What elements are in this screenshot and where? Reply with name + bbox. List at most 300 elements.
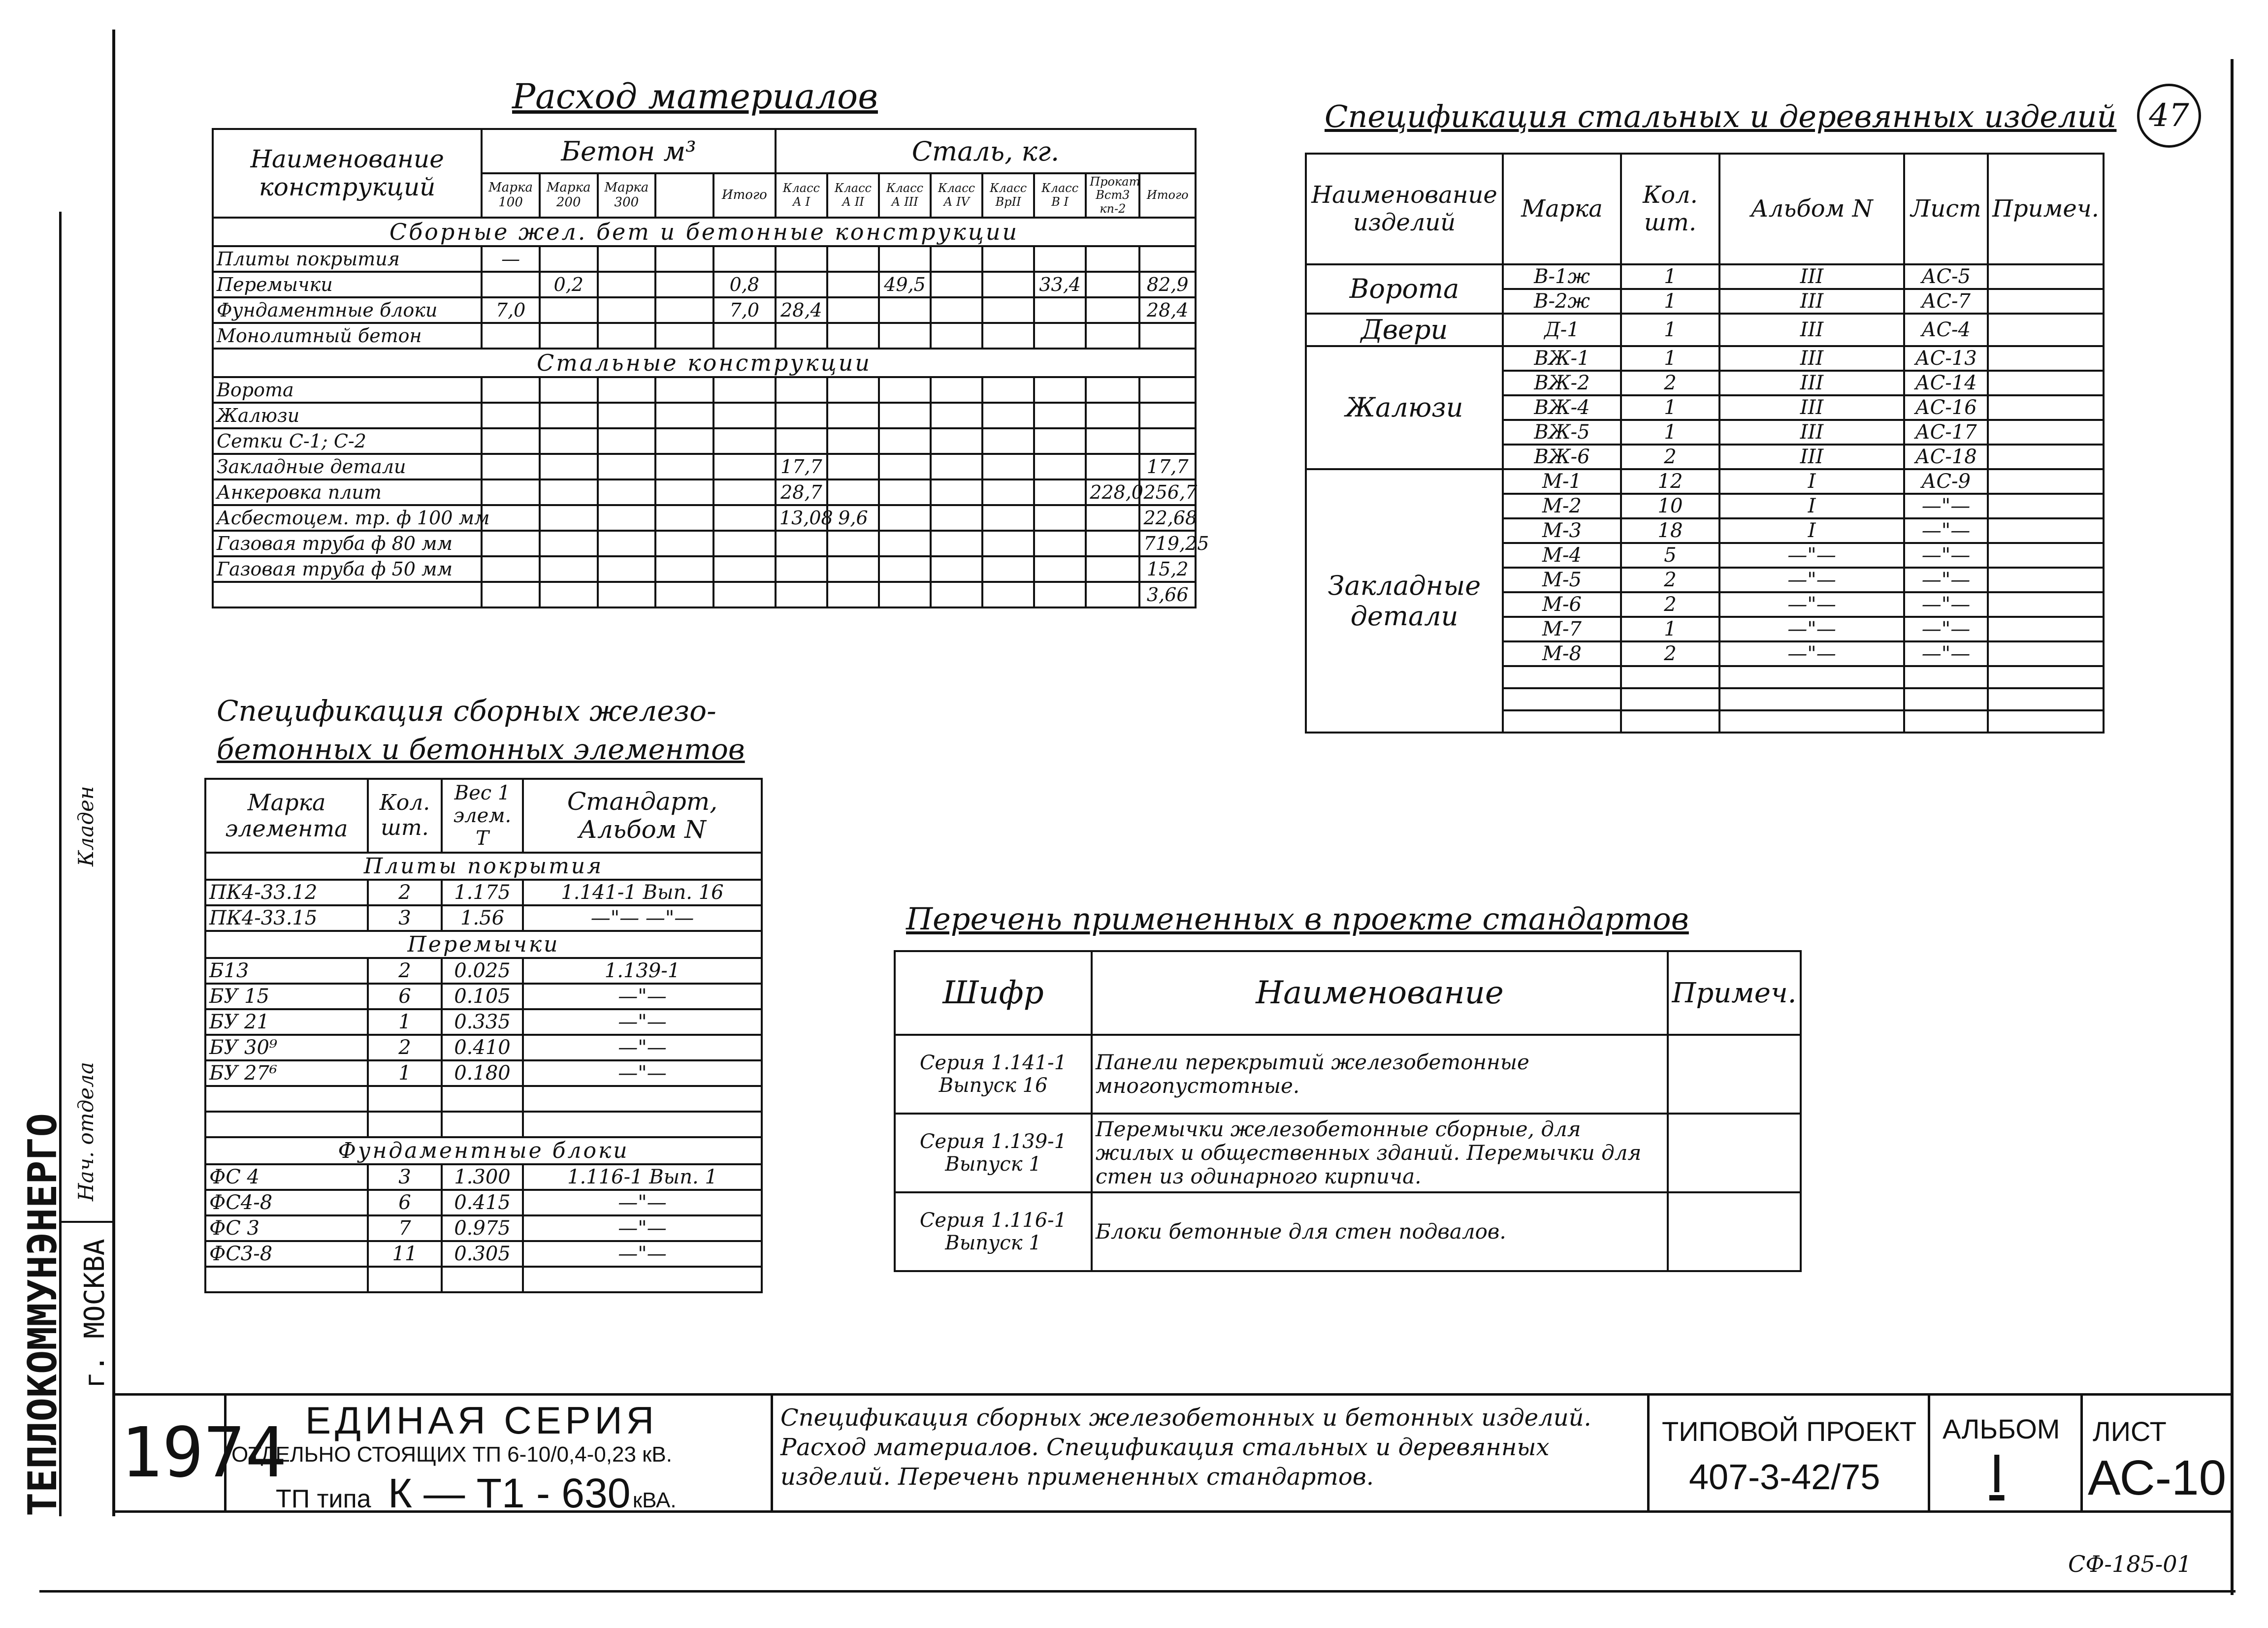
steelwood-header-row bbox=[1306, 154, 2104, 264]
materials-header-steel: Сталь, кг. bbox=[776, 129, 1196, 173]
steelwood-album: III bbox=[1719, 420, 1904, 445]
table-row bbox=[895, 1114, 1801, 1192]
table-cell bbox=[482, 582, 540, 607]
materials-sub-steel: Прокат Вст3 кп-2 bbox=[1086, 173, 1139, 218]
precast-std bbox=[523, 1086, 762, 1112]
precast-section: Плиты покрытия bbox=[205, 853, 762, 880]
precast-mark bbox=[205, 1086, 368, 1112]
precast-weight: 1.175 bbox=[442, 880, 523, 905]
standards-table bbox=[894, 950, 1802, 1272]
steelwood-album: III bbox=[1719, 264, 1904, 289]
precast-weight: 0.105 bbox=[442, 984, 523, 1009]
precast-mark: ПК4-33.15 bbox=[205, 905, 368, 931]
steelwood-header-mark: Марка bbox=[1503, 154, 1621, 264]
table-row bbox=[213, 297, 1196, 323]
table-row bbox=[205, 880, 762, 905]
table-cell bbox=[982, 428, 1034, 454]
standards-code-issue: Выпуск 1 bbox=[945, 1153, 1041, 1176]
steelwood-mark: М-8 bbox=[1503, 641, 1621, 666]
steelwood-note bbox=[1988, 420, 2104, 445]
table-row bbox=[1306, 469, 2104, 494]
materials-row-name: Газовая труба ф 80 мм bbox=[213, 531, 482, 556]
table-cell bbox=[982, 377, 1034, 403]
precast-qty: 6 bbox=[368, 1190, 442, 1215]
tb-project-num: 407-3-42/75 bbox=[1689, 1458, 1880, 1497]
table-cell bbox=[931, 323, 982, 349]
steelwood-mark: ВЖ-6 bbox=[1503, 445, 1621, 469]
steelwood-group-name: Закладные детали bbox=[1306, 469, 1503, 733]
table-cell: 15,2 bbox=[1139, 556, 1196, 582]
table-cell bbox=[655, 428, 713, 454]
steelwood-sheet: АС-5 bbox=[1904, 264, 1988, 289]
table-cell bbox=[931, 479, 982, 505]
table-cell bbox=[931, 428, 982, 454]
table-cell bbox=[598, 403, 656, 428]
steelwood-note bbox=[1988, 617, 2104, 641]
table-cell bbox=[598, 454, 656, 479]
precast-mark: ФС 3 bbox=[205, 1215, 368, 1241]
precast-qty: 7 bbox=[368, 1215, 442, 1241]
materials-section-precast: Сборные жел. бет и бетонные конструкции bbox=[213, 218, 1196, 246]
table-cell: 719,25 bbox=[1139, 531, 1196, 556]
materials-row-name bbox=[213, 582, 482, 607]
precast-weight: 1.56 bbox=[442, 905, 523, 931]
table-cell bbox=[776, 531, 827, 556]
materials-row-name: Фундаментные блоки bbox=[213, 297, 482, 323]
steelwood-album: III bbox=[1719, 289, 1904, 314]
materials-sub-concrete: Марка 100 bbox=[482, 173, 540, 218]
table-row bbox=[213, 556, 1196, 582]
table-cell bbox=[482, 403, 540, 428]
precast-std: —"— bbox=[523, 1060, 762, 1086]
materials-sub-steel: Класс А I bbox=[776, 173, 827, 218]
precast-std: 1.139-1 bbox=[523, 958, 762, 984]
steelwood-mark: В-1ж bbox=[1503, 264, 1621, 289]
precast-std: —"— bbox=[523, 1241, 762, 1267]
table-cell bbox=[713, 377, 776, 403]
table-row bbox=[213, 403, 1196, 428]
precast-weight: 0.410 bbox=[442, 1035, 523, 1060]
table-cell bbox=[776, 428, 827, 454]
table-cell bbox=[827, 272, 879, 297]
table-cell bbox=[598, 377, 656, 403]
table-cell bbox=[1139, 323, 1196, 349]
precast-mark: БУ 15 bbox=[205, 984, 368, 1009]
table-cell bbox=[982, 454, 1034, 479]
table-row bbox=[205, 1164, 762, 1190]
steelwood-qty: 2 bbox=[1621, 641, 1719, 666]
steelwood-header-album: Альбом N bbox=[1719, 154, 1904, 264]
frame-bottom-border bbox=[39, 1590, 2236, 1593]
steelwood-qty: 2 bbox=[1621, 371, 1719, 395]
table-cell bbox=[482, 505, 540, 531]
tb-div2 bbox=[771, 1393, 773, 1511]
table-cell bbox=[931, 377, 982, 403]
standards-name: Панели перекрытий железобетонные многопустотные. bbox=[1092, 1035, 1668, 1114]
steelwood-sheet: АС-18 bbox=[1904, 445, 1988, 469]
table-cell bbox=[879, 531, 931, 556]
table-cell bbox=[1086, 377, 1139, 403]
materials-sub-concrete bbox=[655, 173, 713, 218]
table-cell: 3,66 bbox=[1139, 582, 1196, 607]
steelwood-note bbox=[1988, 592, 2104, 617]
steelwood-album: III bbox=[1719, 346, 1904, 371]
table-cell bbox=[1034, 505, 1086, 531]
table-cell bbox=[713, 556, 776, 582]
materials-row-name: Перемычки bbox=[213, 272, 482, 297]
steelwood-header-note: Примеч. bbox=[1988, 154, 2104, 264]
table-row bbox=[205, 1035, 762, 1060]
table-row bbox=[895, 1035, 1801, 1114]
materials-row-name: Монолитный бетон bbox=[213, 323, 482, 349]
standards-header-note: Примеч. bbox=[1668, 951, 1801, 1035]
steelwood-qty: 10 bbox=[1621, 494, 1719, 518]
steelwood-qty bbox=[1621, 666, 1719, 688]
table-cell bbox=[655, 454, 713, 479]
table-cell bbox=[879, 297, 931, 323]
table-row bbox=[1306, 346, 2104, 371]
table-cell bbox=[827, 582, 879, 607]
table-cell bbox=[879, 556, 931, 582]
standards-header-code: Шифр bbox=[895, 951, 1092, 1035]
table-cell bbox=[482, 428, 540, 454]
precast-weight bbox=[442, 1267, 523, 1292]
precast-std: —"— bbox=[523, 984, 762, 1009]
steelwood-sheet: —"— bbox=[1904, 518, 1988, 543]
precast-qty: 2 bbox=[368, 880, 442, 905]
table-cell bbox=[540, 556, 598, 582]
table-cell bbox=[1034, 428, 1086, 454]
table-cell bbox=[713, 323, 776, 349]
table-row bbox=[205, 1267, 762, 1292]
standards-note bbox=[1668, 1192, 1801, 1271]
table-cell bbox=[879, 428, 931, 454]
precast-std: 1.141-1 Вып. 16 bbox=[523, 880, 762, 905]
table-cell bbox=[879, 479, 931, 505]
table-cell bbox=[655, 323, 713, 349]
table-row bbox=[895, 1192, 1801, 1271]
precast-weight: 0.305 bbox=[442, 1241, 523, 1267]
steelwood-sheet: АС-7 bbox=[1904, 289, 1988, 314]
precast-qty bbox=[368, 1086, 442, 1112]
table-cell bbox=[1086, 403, 1139, 428]
precast-qty bbox=[368, 1112, 442, 1137]
table-cell bbox=[713, 246, 776, 272]
table-cell bbox=[931, 556, 982, 582]
precast-weight bbox=[442, 1112, 523, 1137]
table-cell bbox=[655, 531, 713, 556]
standards-note bbox=[1668, 1114, 1801, 1192]
drawing-code: СФ-185-01 bbox=[2068, 1551, 2192, 1577]
tb-description: Спецификация сборных железобетонных и бетонных изделий. Расход материалов. Спецификация стальных и деревянных изделий. Перечень примененных стандартов. bbox=[780, 1404, 1591, 1491]
steelwood-mark: ВЖ-1 bbox=[1503, 346, 1621, 371]
steelwood-album: I bbox=[1719, 494, 1904, 518]
tb-div4 bbox=[1928, 1393, 1930, 1511]
table-cell bbox=[482, 272, 540, 297]
table-cell bbox=[482, 323, 540, 349]
table-cell bbox=[540, 323, 598, 349]
table-cell bbox=[879, 454, 931, 479]
steelwood-note bbox=[1988, 518, 2104, 543]
table-cell bbox=[655, 479, 713, 505]
precast-section: Фундаментные блоки bbox=[205, 1137, 762, 1164]
steelwood-mark: В-2ж bbox=[1503, 289, 1621, 314]
table-cell bbox=[482, 377, 540, 403]
table-cell bbox=[1034, 246, 1086, 272]
steelwood-mark: М-1 bbox=[1503, 469, 1621, 494]
table-cell bbox=[713, 479, 776, 505]
steelwood-note bbox=[1988, 543, 2104, 568]
steelwood-sheet bbox=[1904, 688, 1988, 710]
steelwood-note bbox=[1988, 445, 2104, 469]
steelwood-qty: 1 bbox=[1621, 289, 1719, 314]
tb-div3 bbox=[1647, 1393, 1650, 1511]
precast-std: —"— bbox=[523, 1190, 762, 1215]
steelwood-qty: 1 bbox=[1621, 346, 1719, 371]
steelwood-qty: 5 bbox=[1621, 543, 1719, 568]
precast-section-row bbox=[205, 931, 762, 958]
table-cell bbox=[982, 297, 1034, 323]
standards-code bbox=[895, 1035, 1092, 1114]
table-cell: 49,5 bbox=[879, 272, 931, 297]
precast-qty bbox=[368, 1267, 442, 1292]
precast-weight: 1.300 bbox=[442, 1164, 523, 1190]
precast-std bbox=[523, 1112, 762, 1137]
table-cell bbox=[482, 531, 540, 556]
steelwood-mark: М-6 bbox=[1503, 592, 1621, 617]
precast-weight: 0.335 bbox=[442, 1009, 523, 1035]
table-cell bbox=[1034, 403, 1086, 428]
precast-title-line2: бетонных и бетонных элементов bbox=[217, 733, 745, 766]
steelwood-group-name: Двери bbox=[1306, 314, 1503, 346]
precast-std: —"— bbox=[523, 1215, 762, 1241]
table-cell: 228,0 bbox=[1086, 479, 1139, 505]
precast-mark bbox=[205, 1112, 368, 1137]
table-cell bbox=[598, 479, 656, 505]
tb-series-line1: ОТДЕЛЬНО СТОЯЩИХ ТП 6-10/0,4-0,23 кВ. bbox=[231, 1442, 672, 1467]
table-cell bbox=[540, 479, 598, 505]
materials-section-row bbox=[213, 218, 1196, 246]
materials-header-row bbox=[213, 129, 1196, 173]
precast-header-qty: Кол. шт. bbox=[368, 779, 442, 853]
table-cell bbox=[879, 246, 931, 272]
steelwood-mark: М-4 bbox=[1503, 543, 1621, 568]
steelwood-qty: 2 bbox=[1621, 568, 1719, 592]
steelwood-title: Спецификация стальных и деревянных изделий bbox=[1325, 98, 2117, 134]
standards-name: Перемычки железобетонные сборные, для жилых и общественных зданий. Перемычки для стен из одинарного кирпича. bbox=[1092, 1114, 1668, 1192]
materials-sub-steel: Итого bbox=[1139, 173, 1196, 218]
precast-table bbox=[204, 778, 763, 1293]
table-cell bbox=[1034, 377, 1086, 403]
table-cell bbox=[1086, 246, 1139, 272]
tb-sheet-label: ЛИСТ bbox=[2093, 1416, 2167, 1447]
precast-weight: 0.180 bbox=[442, 1060, 523, 1086]
table-cell bbox=[982, 556, 1034, 582]
steelwood-sheet: АС-16 bbox=[1904, 395, 1988, 420]
table-cell bbox=[1086, 556, 1139, 582]
table-cell bbox=[776, 582, 827, 607]
precast-qty: 3 bbox=[368, 1164, 442, 1190]
precast-section: Перемычки bbox=[205, 931, 762, 958]
steelwood-album bbox=[1719, 710, 1904, 733]
table-cell: 9,6 bbox=[827, 505, 879, 531]
precast-section-row bbox=[205, 1137, 762, 1164]
table-cell: 17,7 bbox=[776, 454, 827, 479]
table-row bbox=[205, 984, 762, 1009]
table-cell bbox=[598, 297, 656, 323]
table-cell bbox=[655, 505, 713, 531]
table-cell bbox=[713, 454, 776, 479]
materials-row-name: Сетки С-1; С-2 bbox=[213, 428, 482, 454]
table-cell bbox=[1034, 297, 1086, 323]
table-cell bbox=[482, 556, 540, 582]
table-row bbox=[205, 1190, 762, 1215]
steelwood-sheet: АС-9 bbox=[1904, 469, 1988, 494]
materials-section-steel: Стальные конструкции bbox=[213, 349, 1196, 377]
steelwood-album bbox=[1719, 688, 1904, 710]
table-cell bbox=[982, 582, 1034, 607]
standards-code-issue: Выпуск 16 bbox=[939, 1074, 1048, 1097]
table-cell bbox=[827, 428, 879, 454]
precast-mark bbox=[205, 1267, 368, 1292]
standards-code-series: Серия 1.116-1 bbox=[919, 1209, 1067, 1232]
table-row bbox=[205, 1215, 762, 1241]
steelwood-sheet: —"— bbox=[1904, 641, 1988, 666]
table-cell bbox=[931, 582, 982, 607]
table-row bbox=[213, 377, 1196, 403]
table-cell bbox=[540, 531, 598, 556]
precast-mark: ФС 4 bbox=[205, 1164, 368, 1190]
steelwood-qty: 1 bbox=[1621, 617, 1719, 641]
table-cell bbox=[1034, 556, 1086, 582]
precast-qty: 2 bbox=[368, 1035, 442, 1060]
steelwood-album: III bbox=[1719, 445, 1904, 469]
table-cell bbox=[931, 403, 982, 428]
margin-org: ТЕПЛОКОММУНЭНЕРГО bbox=[20, 1113, 65, 1516]
steelwood-note bbox=[1988, 395, 2104, 420]
steelwood-qty: 1 bbox=[1621, 395, 1719, 420]
tb-series-title: ЕДИНАЯ СЕРИЯ bbox=[305, 1399, 658, 1442]
precast-qty: 2 bbox=[368, 958, 442, 984]
precast-header-weight: Вес 1 элем. Т bbox=[442, 779, 523, 853]
precast-title-line1: Спецификация сборных железо- bbox=[217, 694, 716, 728]
steelwood-qty bbox=[1621, 710, 1719, 733]
table-cell bbox=[931, 272, 982, 297]
precast-weight: 0.025 bbox=[442, 958, 523, 984]
table-cell bbox=[982, 323, 1034, 349]
table-cell bbox=[598, 323, 656, 349]
table-cell bbox=[1139, 403, 1196, 428]
table-cell bbox=[598, 556, 656, 582]
tb-div5 bbox=[2080, 1393, 2083, 1511]
table-cell bbox=[776, 323, 827, 349]
table-cell: 22,68 bbox=[1139, 505, 1196, 531]
table-cell bbox=[1139, 377, 1196, 403]
steelwood-header-qty: Кол. шт. bbox=[1621, 154, 1719, 264]
materials-row-name: Ворота bbox=[213, 377, 482, 403]
table-cell bbox=[982, 403, 1034, 428]
table-cell bbox=[776, 556, 827, 582]
table-cell: 17,7 bbox=[1139, 454, 1196, 479]
precast-std: —"— bbox=[523, 1035, 762, 1060]
steelwood-mark bbox=[1503, 666, 1621, 688]
table-row bbox=[213, 246, 1196, 272]
precast-mark: БУ 30⁹ bbox=[205, 1035, 368, 1060]
table-cell bbox=[655, 272, 713, 297]
tb-sheet-num: АС-10 bbox=[2088, 1450, 2227, 1505]
table-cell bbox=[598, 505, 656, 531]
table-cell bbox=[931, 505, 982, 531]
steelwood-album: I bbox=[1719, 518, 1904, 543]
table-cell bbox=[1086, 582, 1139, 607]
precast-weight bbox=[442, 1086, 523, 1112]
table-cell bbox=[540, 403, 598, 428]
precast-mark: БУ 27⁶ bbox=[205, 1060, 368, 1086]
precast-header-row bbox=[205, 779, 762, 853]
table-cell bbox=[655, 246, 713, 272]
table-cell bbox=[1034, 454, 1086, 479]
table-row bbox=[213, 531, 1196, 556]
steelwood-qty bbox=[1621, 688, 1719, 710]
precast-qty: 6 bbox=[368, 984, 442, 1009]
table-cell: 33,4 bbox=[1034, 272, 1086, 297]
table-cell bbox=[931, 246, 982, 272]
precast-weight: 0.415 bbox=[442, 1190, 523, 1215]
table-cell bbox=[598, 582, 656, 607]
table-cell bbox=[540, 297, 598, 323]
precast-mark: ФС3-8 bbox=[205, 1241, 368, 1267]
table-cell bbox=[931, 297, 982, 323]
precast-header-std: Стандарт, Альбом N bbox=[523, 779, 762, 853]
materials-row-name: Асбестоцем. тр. ф 100 мм bbox=[213, 505, 482, 531]
steelwood-note bbox=[1988, 688, 2104, 710]
steelwood-sheet bbox=[1904, 710, 1988, 733]
materials-row-name: Жалюзи bbox=[213, 403, 482, 428]
steelwood-mark: М-3 bbox=[1503, 518, 1621, 543]
table-cell bbox=[655, 582, 713, 607]
precast-section-row bbox=[205, 853, 762, 880]
table-cell bbox=[598, 531, 656, 556]
table-cell bbox=[827, 454, 879, 479]
table-cell bbox=[982, 246, 1034, 272]
table-cell bbox=[540, 505, 598, 531]
materials-sub-steel: Класс ВрII bbox=[982, 173, 1034, 218]
precast-qty: 3 bbox=[368, 905, 442, 931]
steelwood-qty: 18 bbox=[1621, 518, 1719, 543]
materials-sub-concrete: Итого bbox=[713, 173, 776, 218]
steelwood-note bbox=[1988, 346, 2104, 371]
steelwood-album bbox=[1719, 666, 1904, 688]
table-cell bbox=[982, 531, 1034, 556]
table-row bbox=[213, 323, 1196, 349]
steelwood-album: I bbox=[1719, 469, 1904, 494]
table-cell bbox=[540, 246, 598, 272]
standards-name: Блоки бетонные для стен подвалов. bbox=[1092, 1192, 1668, 1271]
margin-city: г. МОСКВА bbox=[79, 1239, 111, 1388]
table-cell bbox=[1034, 323, 1086, 349]
table-cell bbox=[1034, 479, 1086, 505]
table-row bbox=[1306, 264, 2104, 289]
steelwood-table bbox=[1305, 153, 2105, 734]
frame-margin-divider bbox=[59, 1221, 113, 1223]
tb-year: 1974 bbox=[121, 1413, 287, 1493]
table-cell: 82,9 bbox=[1139, 272, 1196, 297]
margin-role2: Кладен bbox=[74, 786, 98, 866]
steelwood-mark bbox=[1503, 688, 1621, 710]
steelwood-mark: М-5 bbox=[1503, 568, 1621, 592]
steelwood-note bbox=[1988, 371, 2104, 395]
table-cell bbox=[713, 403, 776, 428]
